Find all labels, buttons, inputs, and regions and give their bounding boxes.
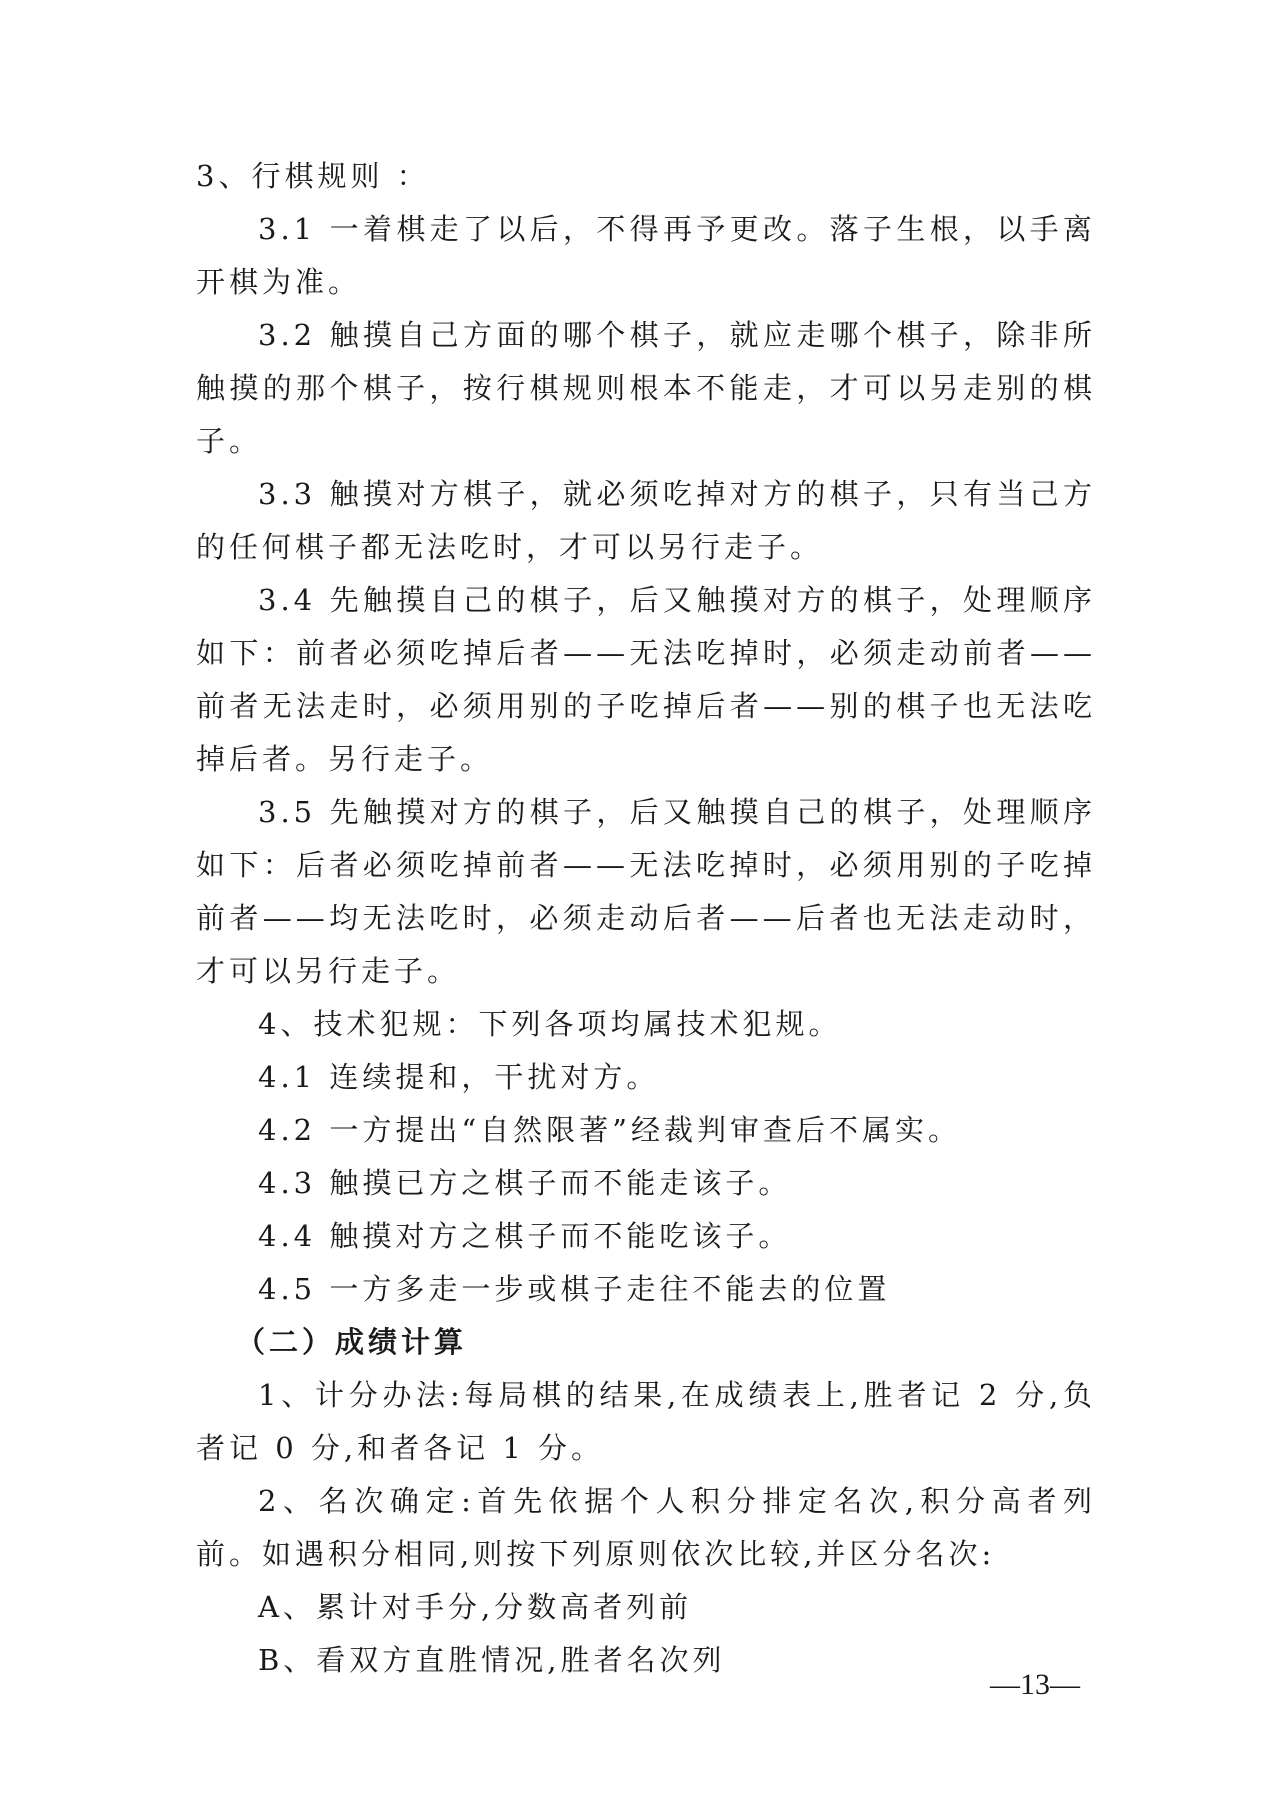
section-heading: （二）成绩计算 — [236, 1325, 468, 1359]
foul-4-2: 4.2 一方提出“自然限著”经裁判审查后不属实。 — [258, 1113, 961, 1147]
rule-3-5: 3.5 先触摸对方的棋子，后又触摸自己的棋子，处理顺序如下：后者必须吃掉前者——无法吃掉时，必须用别的子吃掉前者——均无法吃时，必须走动后者——后者也无法走动时，才可以另行走子。 — [196, 795, 1096, 988]
rules-title: 3、行棋规则 ： — [196, 159, 430, 193]
rule-3-1: 3.1 一着棋走了以后，不得再予更改。落子生根，以手离开棋为准。 — [196, 212, 1096, 299]
foul-4-1: 4.1 连续提和，干扰对方。 — [258, 1060, 660, 1094]
foul-4-4: 4.4 触摸对方之棋子而不能吃该子。 — [258, 1219, 792, 1253]
rule-3-2: 3.2 触摸自己方面的哪个棋子，就应走哪个棋子，除非所触摸的那个棋子，按行棋规则根本不能走，才可以另走别的棋子。 — [196, 318, 1096, 458]
page-number: —13— — [990, 1668, 1080, 1701]
fouls-title: 4、技术犯规：下列各项均属技术犯规。 — [258, 1007, 842, 1041]
criterion-b: B、看双方直胜情况,胜者名次列 — [258, 1643, 726, 1677]
rule-3-4: 3.4 先触摸自己的棋子，后又触摸对方的棋子，处理顺序如下：前者必须吃掉后者——无法吃掉时，必须走动前者——前者无法走时，必须用别的子吃掉后者——别的棋子也无法吃掉后者。另行走子。 — [196, 583, 1096, 776]
criterion-a: A、累计对手分,分数高者列前 — [258, 1590, 693, 1624]
document-body — [196, 150, 1096, 1687]
scoring-method: 1、计分办法:每局棋的结果,在成绩表上,胜者记 2 分,负者记 0 分,和者各记 1 分。 — [196, 1378, 1096, 1465]
rule-3-3: 3.3 触摸对方棋子，就必须吃掉对方的棋子，只有当己方的任何棋子都无法吃时，才可以另行走子。 — [196, 477, 1096, 564]
foul-4-3: 4.3 触摸已方之棋子而不能走该子。 — [258, 1166, 792, 1200]
ranking-method: 2、名次确定:首先依据个人积分排定名次,积分高者列前。如遇积分相同,则按下列原则依次比较,并区分名次: — [196, 1484, 1096, 1571]
foul-4-5: 4.5 一方多走一步或棋子走往不能去的位置 — [258, 1272, 891, 1306]
